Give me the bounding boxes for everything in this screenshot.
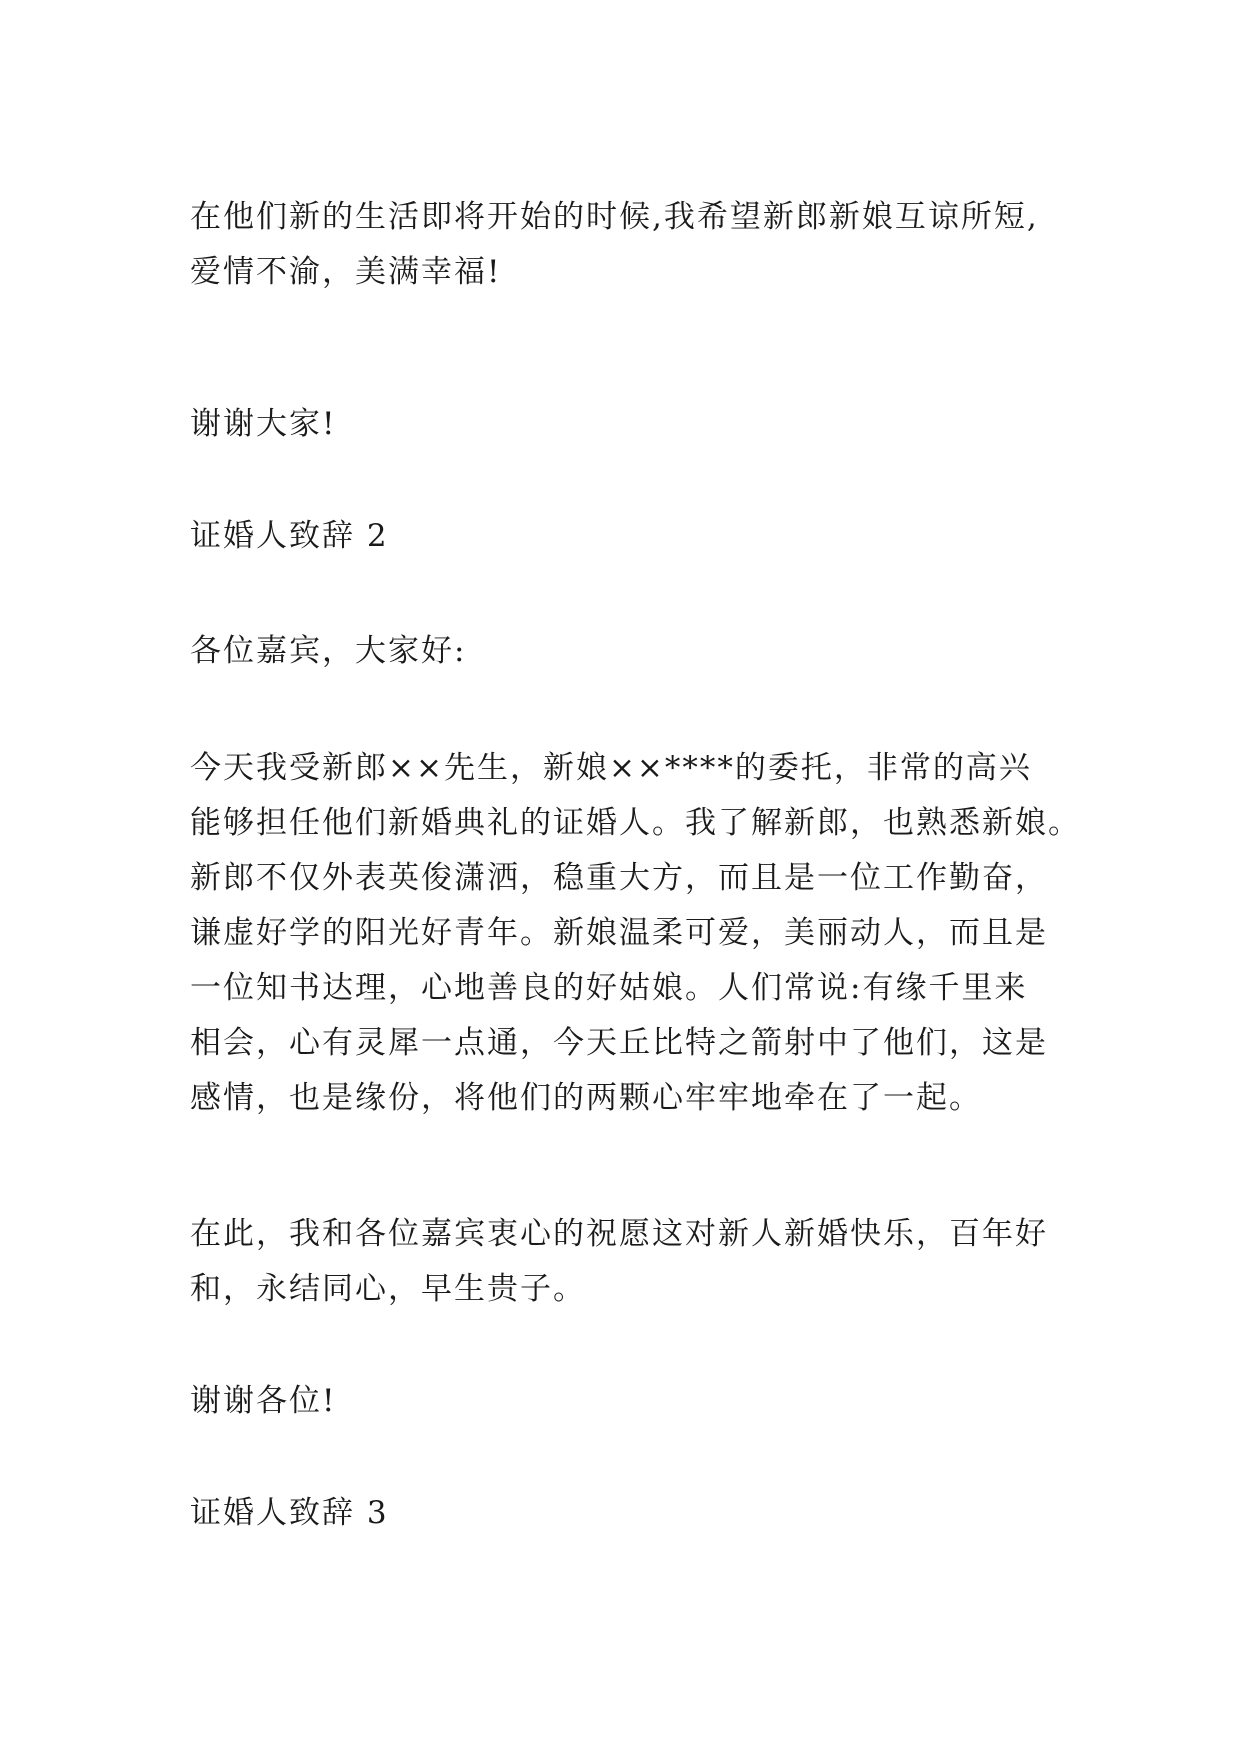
text-line: 相会，心有灵犀一点通，今天丘比特之箭射中了他们，这是 (190, 1025, 1048, 1061)
closing-wish-paragraph (190, 190, 1090, 300)
text-line: 谦虚好学的阳光好青年。新娘温柔可爱，美丽动人，而且是 (190, 915, 1048, 951)
text-line: 一位知书达理，心地善良的好姑娘。人们常说:有缘千里来 (190, 970, 1028, 1006)
text-line: 各位嘉宾，大家好: (190, 633, 467, 669)
text-line: 爱情不渝，美满幸福! (190, 254, 502, 290)
text-line: 能够担任他们新婚典礼的证婚人。我了解新郎，也熟悉新娘。 (190, 805, 1081, 841)
section-heading-3 (190, 1486, 1090, 1541)
text-line: 谢谢各位! (190, 1383, 337, 1419)
blessing-paragraph (190, 1207, 1090, 1317)
text-line: 在此，我和各位嘉宾衷心的祝愿这对新人新婚快乐，百年好 (190, 1216, 1048, 1252)
body-paragraph (190, 741, 1090, 1126)
heading-text: 证婚人致辞 2 (190, 518, 389, 554)
thanks-everyone-paragraph (190, 1374, 1090, 1429)
text-line: 在他们新的生活即将开始的时候,我希望新郎新娘互谅所短, (190, 199, 1039, 235)
text-line: 今天我受新郎××先生，新娘××****的委托，非常的高兴 (190, 750, 1032, 786)
thanks-paragraph (190, 397, 1090, 452)
heading-text: 证婚人致辞 3 (190, 1495, 389, 1531)
text-line: 感情，也是缘份，将他们的两颗心牢牢地牵在了一起。 (190, 1080, 982, 1116)
text-line: 新郎不仅外表英俊潇洒，稳重大方，而且是一位工作勤奋， (190, 860, 1048, 896)
section-heading-2 (190, 509, 1090, 564)
text-line: 和，永结同心，早生贵子。 (190, 1271, 586, 1307)
greeting-paragraph (190, 624, 1090, 679)
text-line: 谢谢大家! (190, 406, 337, 442)
